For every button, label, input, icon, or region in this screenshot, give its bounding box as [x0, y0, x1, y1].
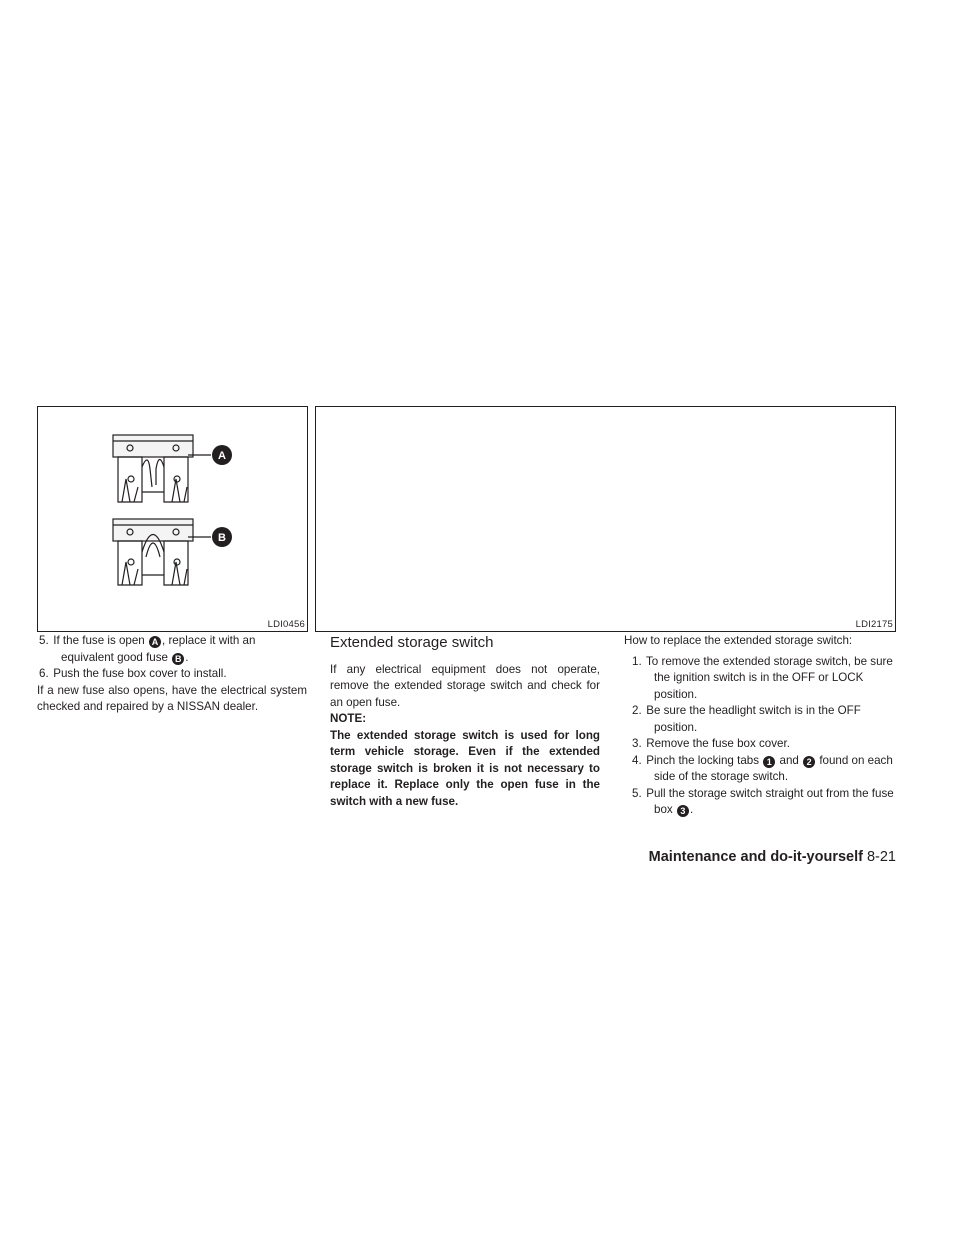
callout-b — [212, 527, 232, 547]
step-2: 2. Be sure the headlight switch is in the OFF position. — [632, 704, 861, 734]
fuse-diagram — [38, 407, 307, 631]
page-number: 8-21 — [866, 849, 896, 865]
marker-1: 1 — [763, 756, 775, 768]
figure-code: LDI2175 — [855, 619, 893, 630]
step-3: 3. Remove the fuse box cover. — [632, 737, 790, 750]
step-5: 5. Pull the storage switch straight out from the fuse box 3 . — [632, 786, 894, 816]
marker-2: 2 — [803, 756, 815, 768]
step-6: 6. Push the fuse box cover to install. — [39, 667, 227, 680]
storage-switch-figure — [315, 406, 896, 632]
steps-intro: How to replace the extended storage switch: — [624, 634, 853, 647]
callout-a — [212, 445, 232, 465]
figure-code: LDI0456 — [267, 619, 305, 630]
paragraph: If a new fuse also opens, have the electrical system checked and repaired by a NISSAN dealer. — [37, 683, 307, 713]
column-left — [37, 633, 307, 716]
section-name: Maintenance and do-it-yourself — [648, 849, 863, 865]
note-text: The extended storage switch is used for long term vehicle storage. Even if the extended storage switch is broken it is not necessary to replace it. Replace only the open fuse in the switch with a new fuse. — [330, 728, 600, 808]
svg-text:B: B — [218, 532, 226, 544]
fuse-good-drawing — [113, 519, 193, 585]
step-5: 5. If the fuse is open A , replace it with an equivalent good fuse B . — [39, 634, 256, 664]
step-1: 1. To remove the extended storage switch, be sure the ignition switch is in the OFF or LOCK position. — [632, 654, 893, 701]
svg-text:A: A — [218, 450, 226, 462]
marker-3: 3 — [677, 805, 689, 817]
page-footer — [649, 849, 896, 865]
step-4: 4. Pinch the locking tabs 1 and 2 found on each side of the storage switch. — [632, 753, 893, 783]
intro-paragraph: If any electrical equipment does not operate, remove the extended storage switch and check for an open fuse. — [330, 662, 600, 709]
marker-a: A — [149, 636, 161, 648]
fuse-illustration-figure — [37, 406, 308, 632]
note-heading: NOTE: — [330, 712, 367, 725]
fuse-open-drawing — [113, 435, 193, 502]
section-heading: Extended storage switch — [330, 634, 494, 651]
column-middle — [330, 635, 600, 810]
column-right — [624, 633, 896, 819]
marker-b: B — [172, 653, 184, 665]
